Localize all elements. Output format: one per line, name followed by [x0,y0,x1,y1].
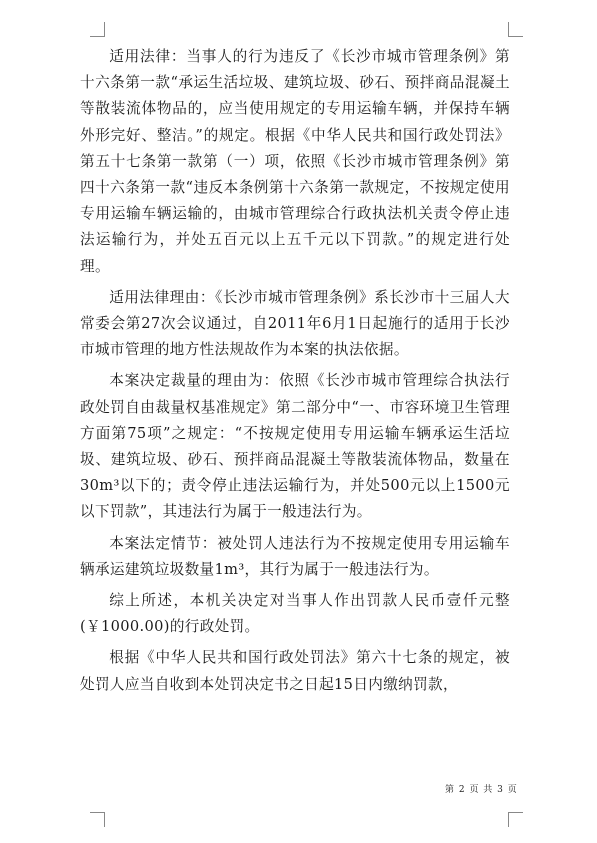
paragraph-decision: 综上所述，本机关决定对当事人作出罚款人民币壹仟元整(￥1000.00)的行政处罚。 [80,592,510,636]
paragraph-applicable-law: 适用法律：当事人的行为违反了《长沙市城市管理条例》第十六条第一款“承运生活垃圾、建筑垃圾、砂石、预拌商品混凝土等散装流体物品的，应当使用规定的专用运输车辆，并保持车辆外形完好、整洁。”的规定。根据《中华人民共和国行政处罚法》第五十七条第一款第（一）项，依照《长沙市城市管理条例》第四十六条第一款“违反本条例第十六条第一款规定，不按规定使用专用运输车辆运输的，由城市管理综合行政执法机关责令停止违法运输行为，并处五百元以上五千元以下罚款。”的规定进行处理。 [80,48,510,275]
paragraph-legal-circumstances: 本案法定情节：被处罚人违法行为不按规定使用专用运输车辆承运建筑垃圾数量1m³，其行为属于一般违法行为。 [80,534,510,578]
crop-mark-top-right [508,22,523,37]
paragraph-payment: 根据《中华人民共和国行政处罚法》第六十七条的规定，被处罚人应当自收到本处罚决定书之日起15日内缴纳罚款， [80,649,510,693]
crop-mark-bottom-left [90,812,105,827]
document-body [80,44,510,703]
crop-mark-top-left [90,22,105,37]
crop-mark-bottom-right [508,812,523,827]
page-number: 第 2 页 共 3 页 [445,785,518,795]
paragraph-law-reason: 适用法律理由：《长沙市城市管理条例》系长沙市十三届人大常委会第27次会议通过，自2011年6月1日起施行的适用于长沙市城市管理的地方性法规故作为本案的执法依据。 [80,288,510,359]
paragraph-discretion-reason: 本案决定裁量的理由为：依照《长沙市城市管理综合执法行政处罚自由裁量权基准规定》第二部分中“一、市容环境卫生管理方面第75项”之规定：“不按规定使用专用运输车辆承运生活垃圾、建筑垃圾、砂石、预拌商品混凝土等散装流体物品，数量在30m³以下的；责令停止违法运输行为，并处500元以上1500元以下罚款”，其违法行为属于一般违法行为。 [80,372,510,521]
